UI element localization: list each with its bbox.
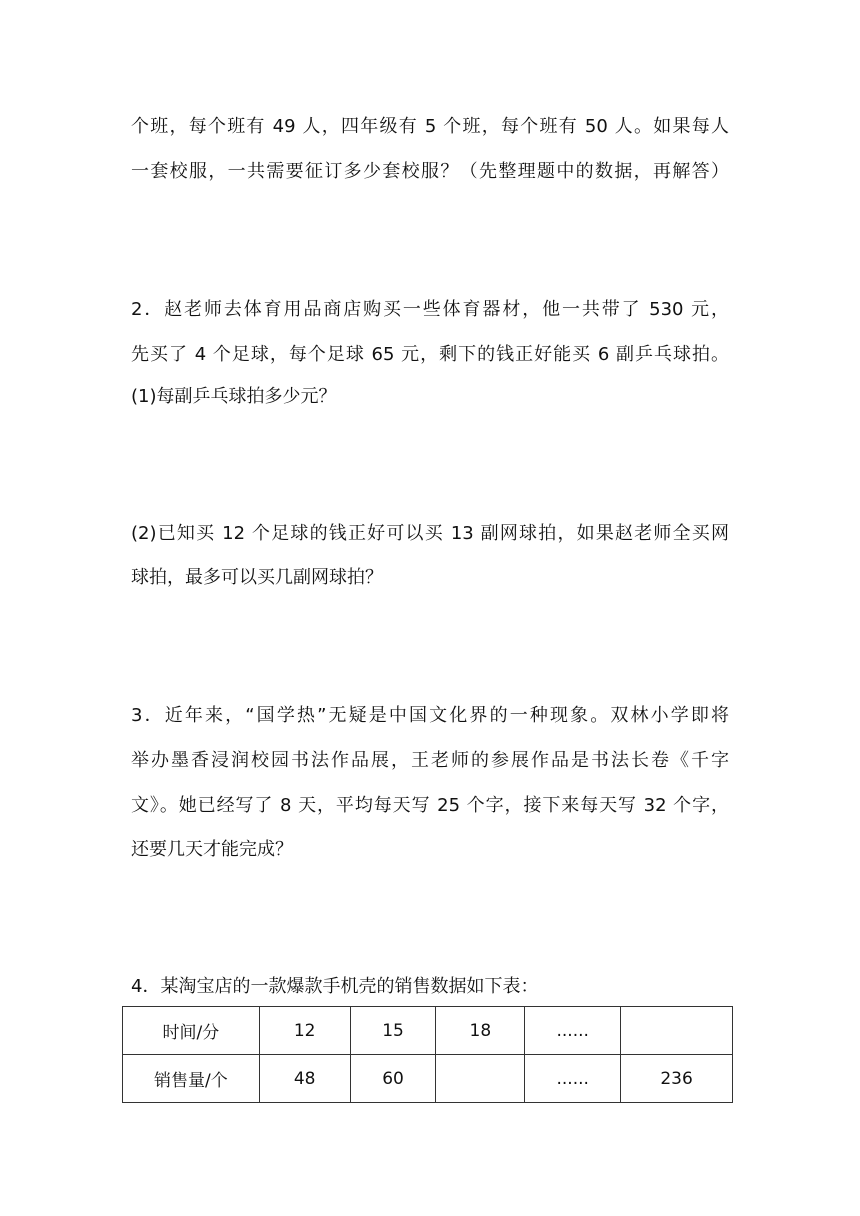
table-cell: 12 <box>259 1007 350 1055</box>
q4-line-1: 4．某淘宝店的一款爆款手机壳的销售数据如下表： <box>131 976 539 997</box>
table-cell: 48 <box>259 1055 350 1103</box>
table-cell: 销售量/个 <box>123 1055 260 1103</box>
q3-line-1: 3．近年来，“国学热”无疑是中国文化界的一种现象。双林小学即将 <box>131 705 729 726</box>
table-cell: 60 <box>350 1055 436 1103</box>
q1-line-2: 一套校服，一共需要征订多少套校服？（先整理题中的数据，再解答） <box>131 161 729 182</box>
table-cell: 236 <box>621 1055 733 1103</box>
q3-line-2: 举办墨香浸润校园书法作品展，王老师的参展作品是书法长卷《千字 <box>131 750 729 771</box>
table-cell <box>621 1007 733 1055</box>
q2-sub-question-2-line-1: (2)已知买 12 个足球的钱正好可以买 13 副网球拍，如果赵老师全买网 <box>131 523 729 544</box>
q1-line-1: 个班，每个班有 49 人，四年级有 5 个班，每个班有 50 人。如果每人 <box>131 116 729 137</box>
sales-data-table <box>122 1006 733 1103</box>
q2-line-2: 先买了 4 个足球，每个足球 65 元，剩下的钱正好能买 6 副乒乓球拍。 <box>131 344 729 365</box>
table-row-sales <box>123 1055 733 1103</box>
table-cell: ...... <box>525 1055 621 1103</box>
table-cell: 18 <box>436 1007 525 1055</box>
q3-line-4: 还要几天才能完成？ <box>131 839 293 860</box>
q2-line-1: 2．赵老师去体育用品商店购买一些体育器材，他一共带了 530 元， <box>131 299 729 320</box>
q2-sub-question-2-line-2: 球拍，最多可以买几副网球拍？ <box>131 567 383 588</box>
q2-sub-question-1: (1)每副乒乓球拍多少元？ <box>131 386 337 407</box>
table-cell: ...... <box>525 1007 621 1055</box>
table-cell: 时间/分 <box>123 1007 260 1055</box>
table-cell <box>436 1055 525 1103</box>
q3-line-3: 文》。她已经写了 8 天，平均每天写 25 个字，接下来每天写 32 个字， <box>131 795 729 816</box>
table-row-time <box>123 1007 733 1055</box>
table-cell: 15 <box>350 1007 436 1055</box>
